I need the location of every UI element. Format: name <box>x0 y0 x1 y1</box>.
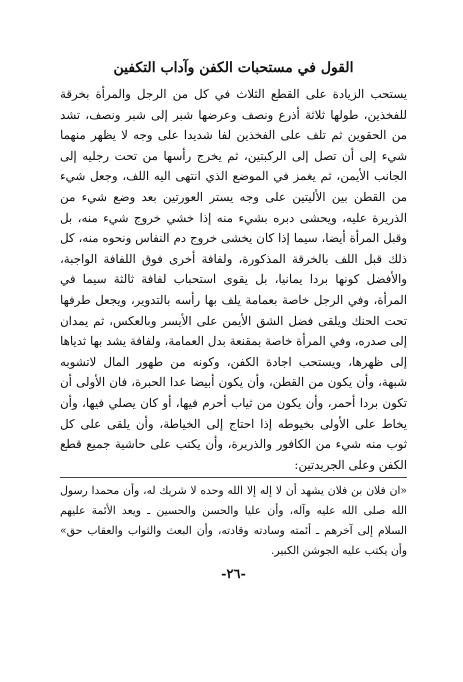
body-text <box>60 84 407 475</box>
page-number: -٢٦- <box>221 567 246 583</box>
section-title: القول في مستحبات الكفن وآداب التكفين <box>113 60 354 76</box>
main-paragraph: يستحب الزيادة على القطع الثلاث في كل من الرجل والمرأة بخرقة للفخذين، طولها ثلاثة أذرع ونصف وعرضها شبر إلى شبر ونصف، تشد من الحقوين ثم تلف على الفخذين لفا شديدا على وجه لا يظهر منهما شيء إلى أن تصل إلى الركبتين، ثم يخرج رأسها من تحت رجليه إلى الجانب الأيمن، ثم يغمز في الموضع الذي انتهى اليه اللف، وجعل شيء من القطن بين الأليتين على وجه يستر العورتين بعد وضع شيء من الذريرة عليه، ويحشى دبره بشيء منه إذا خشي خروج شيء منه، بل وقبل المرأة أيضا، سيما إذا كان يخشى خروج دم النفاس ونحوه منه، كل ذلك قبل اللف بالخرقة المذكورة، ولفافة أخرى فوق اللفافة الواجبة، والأفضل كونها بردا يمانيا، بل يقوى استحباب لفافة ثالثة سيما في المرأة، وفي الرجل خاصة بعمامة يلف بها رأسه بالتدوير، ويجعل طرفها تحت الحنك ويلقى فضل الشق الأيمن على الأيسر وبالعكس، ثم يمدان إلى صدره، وفي المرأة خاصة بمقنعة بدل العمامة، ولفافة يشد بها ثدياها إلى ظهرها، ويستحب اجادة الكفن، وكونه من طهور المال لاتشوبه شبهة، وأن يكون من القطن، وأن يكون أبيضا عدا الحبرة، فان الأولى أن تكون بردا أحمر، وأن يكون من ثياب أحرم فيها، أو كان يصلي فيها، وأن يخاط على الأولى بخيوطه إذا احتاج إلى الخياطة، وأن يلقى على كل ثوب منه شيء من الكافور والذريرة، وأن يكتب على حاشية جميع قطع الكفن وعلى الجريدتين: <box>60 87 407 472</box>
quoted-paragraph: «ان فلان بن فلان يشهد أن لا إله إلا الله وحده لا شريك له، وأن محمدا رسول الله صلى الله عليه وآله، وأن عليا والحسن والحسين ـ ويعد الأئمة عليهم السلام إلى آخرهم ـ أئمته وسادته وقادته، وأن البعث والثواب والعقاب حق» وأن يكتب عليه الجوشن الكبير. <box>60 477 407 561</box>
